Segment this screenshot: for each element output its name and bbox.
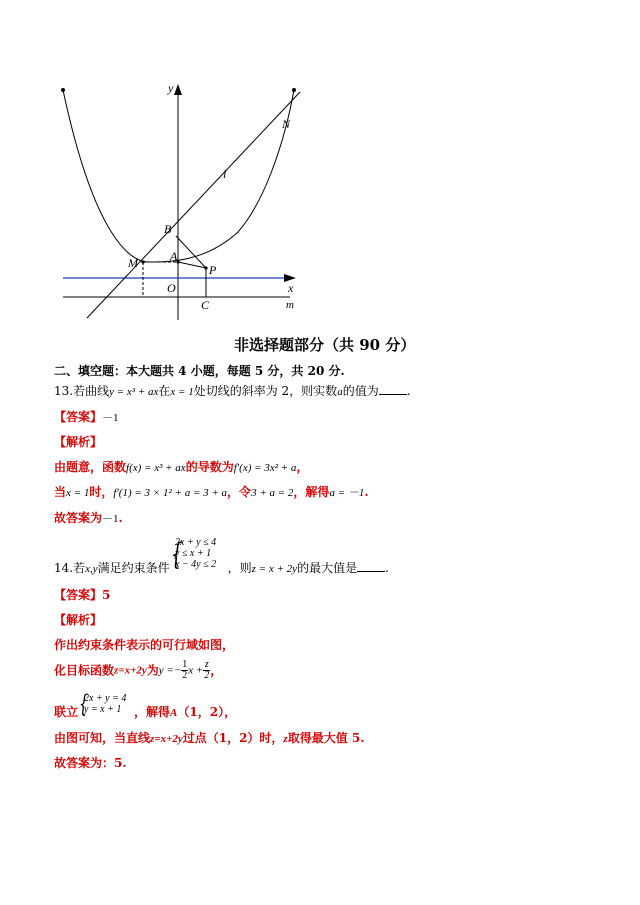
label-N: N [282, 117, 291, 131]
point-name: A [170, 707, 178, 719]
q13-curve-formula: y = x³ + ax [109, 386, 159, 398]
solution-text: ，解得 [293, 485, 330, 499]
q13-x-formula: x = 1 [170, 386, 194, 398]
formula: z [283, 733, 288, 745]
answer-value: 5 [102, 588, 111, 602]
solution-text: （1，2）， [177, 705, 237, 719]
line-l [87, 92, 300, 318]
denominator: 2 [182, 670, 188, 681]
denominator: 2 [204, 670, 210, 681]
answer-label: 【答案】 [54, 410, 103, 424]
formula: y =− [158, 664, 182, 677]
answer-blank [357, 560, 385, 572]
q13-solution-line1 [54, 459, 308, 476]
answer-blank [379, 383, 407, 395]
solution-text: 为 [146, 663, 159, 678]
solution-text: 化目标函数 [54, 663, 115, 678]
q13-a-var: a [337, 386, 343, 398]
q14-text: 若 [73, 561, 86, 575]
label-C: C [201, 298, 210, 312]
y-axis-arrow [174, 84, 182, 95]
q14-text: . [385, 561, 389, 575]
label-x: x [288, 281, 294, 295]
q14-objective: z = x + 2y [251, 563, 298, 575]
q13-number: 13. [54, 384, 74, 398]
analysis-label: 【解析】 [54, 613, 103, 627]
section-title: 非选择题部分（共 90 分） [234, 336, 416, 354]
part2-heading: 二、填空题：本大题共 4 小题，每题 5 分，共 20 分. [54, 364, 345, 378]
numerator: z [204, 659, 209, 670]
q13-text: . [406, 384, 411, 398]
solution-text: 的导数为 [185, 460, 234, 474]
formula: 3 + a = 2 [251, 487, 294, 499]
formula: f′(1) = 3 × 1² + a = 3 + a [113, 487, 228, 499]
curve-endpoint [61, 88, 65, 92]
label-y: y [168, 81, 174, 95]
q13-text: 在 [158, 384, 171, 398]
q13-text: 的值为 [342, 384, 379, 398]
q13-solution-line3 [54, 510, 123, 527]
constraint-1: 2x + y ≤ 4 [175, 537, 217, 548]
q14-number: 14. [54, 561, 74, 575]
constraint-2: y ≤ x + 1 [175, 548, 212, 559]
solution-text: . [118, 511, 123, 525]
solution-text: 当 [54, 485, 67, 499]
equation-2: y = x + 1 [84, 704, 122, 715]
q14-solution-line5: 故答案为：5. [54, 756, 127, 770]
q14-solution-line4 [54, 730, 364, 747]
label-O: O [167, 281, 176, 295]
q13-solution-line2 [54, 484, 369, 501]
q14-text: 的最大值是 [297, 561, 358, 575]
solution-text: 联立 [54, 705, 79, 719]
formula: x + [188, 664, 204, 677]
solution-text: ， [210, 663, 223, 678]
solution-text: 取得最大值 5. [287, 731, 365, 745]
answer-label: 【答案】 [54, 588, 103, 602]
brace: { [79, 690, 89, 718]
formula: z=x+2y [114, 664, 147, 677]
label-M: M [128, 256, 138, 270]
q13-question [54, 383, 411, 400]
q14-answer [54, 587, 110, 603]
solution-text: 时， [89, 485, 114, 499]
formula: x = 1 [66, 487, 90, 499]
constraint-3: x − 4y ≤ 2 [175, 559, 217, 570]
formula: f(x) = x³ + ax [126, 462, 186, 474]
solution-text: . [364, 485, 369, 499]
q13-answer [54, 409, 119, 426]
solution-text: 故答案为 [54, 511, 103, 525]
answer-value: －1 [102, 412, 119, 424]
q13-text: 处切线的斜率为 2，则实数 [193, 384, 338, 398]
equation-1: 2x + y = 4 [84, 693, 127, 704]
label-l: l [223, 167, 227, 181]
q14-vars: x,y [85, 563, 98, 575]
curve-endpoint [292, 88, 296, 92]
q14-solution-line1: 作出约束条件表示的可行域如图， [54, 638, 235, 652]
formula: －1 [102, 513, 119, 525]
analysis-label: 【解析】 [54, 435, 103, 449]
numerator: 1 [182, 659, 188, 670]
q13-text: 若曲线 [73, 384, 110, 398]
geometry-figure [0, 0, 640, 335]
point-M [141, 260, 144, 263]
solution-text: ，令 [227, 485, 252, 499]
q14-text: 满足约束条件 [97, 561, 170, 575]
formula: f′(x) = 3x² + a [233, 462, 297, 474]
solution-text: 由题意，函数 [54, 460, 127, 474]
label-B: B [164, 222, 172, 236]
formula: z=x+2y [150, 733, 183, 745]
q14-solution-line3 [54, 704, 236, 721]
solution-text: 过点（1，2）时， [182, 731, 284, 745]
q14-text: ，则 [227, 561, 252, 575]
q14-solution-line2 [54, 660, 222, 686]
solution-text: 由图可知，当直线 [54, 731, 151, 745]
formula: a = －1 [329, 487, 365, 499]
brace: { [170, 537, 183, 572]
segment-B-P [176, 236, 206, 268]
solution-text: ， [296, 460, 309, 474]
label-m: m [286, 299, 294, 311]
label-A: A [170, 249, 178, 263]
label-P: P [209, 263, 217, 277]
point-P [204, 266, 207, 269]
solution-text: ，解得 [134, 705, 171, 719]
q14-question [54, 560, 389, 577]
